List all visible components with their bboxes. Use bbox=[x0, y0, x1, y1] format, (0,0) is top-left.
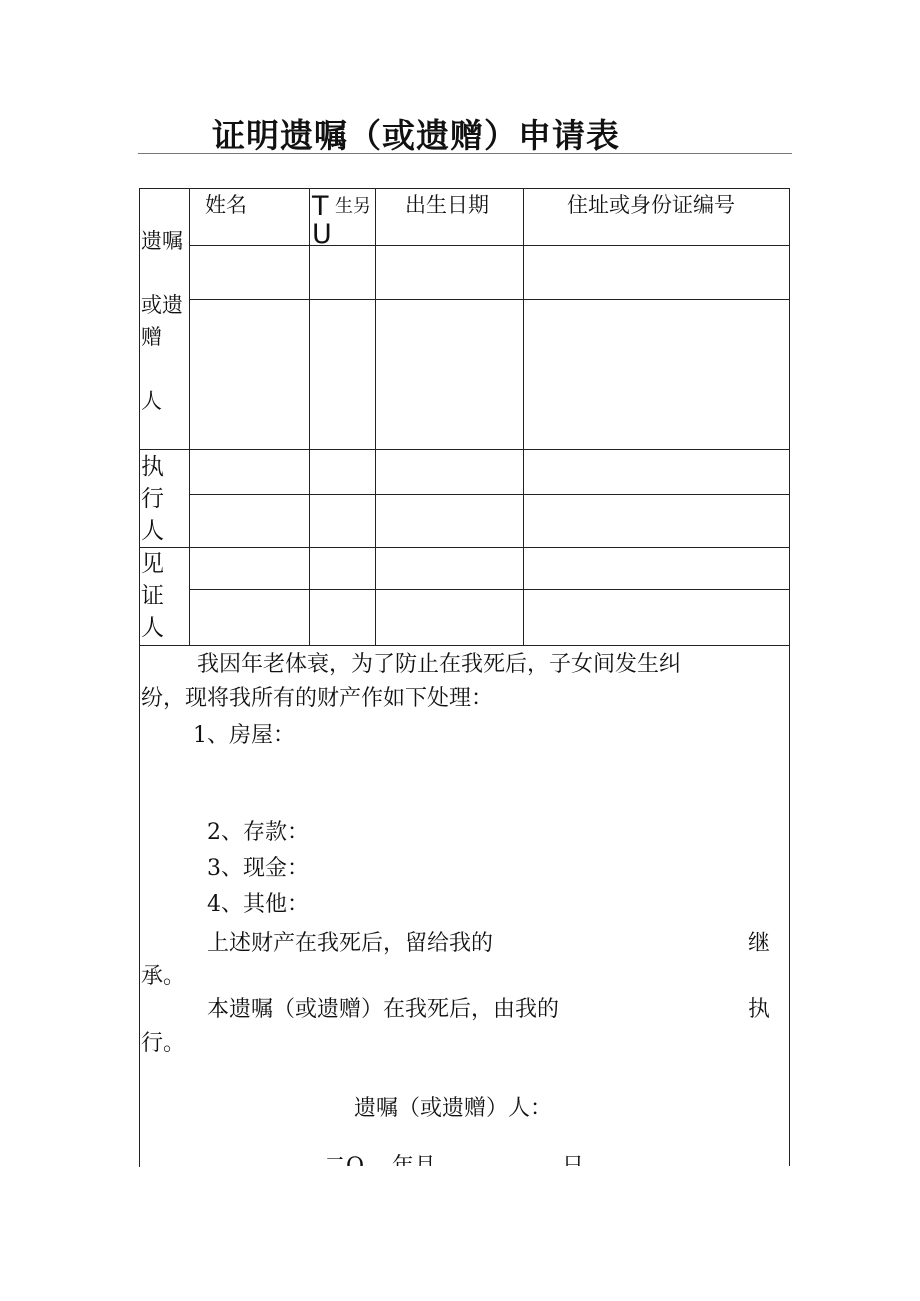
group-label-witness-3: 人 bbox=[141, 615, 164, 641]
group-label-testator-1: 遗嘱 bbox=[141, 229, 183, 253]
page-clip-mask bbox=[140, 1166, 791, 1206]
body-item-deposit: 2、存款： bbox=[207, 820, 309, 845]
signature-label: 遗嘱（或遗赠）人： bbox=[354, 1096, 553, 1121]
group-label-testator-4: 人 bbox=[141, 389, 162, 413]
header-gender: 生另 bbox=[335, 196, 371, 217]
body-item-other: 4、其他： bbox=[207, 892, 309, 917]
body-item-cash: 3、现金： bbox=[207, 856, 309, 881]
header-name: 姓名 bbox=[205, 193, 247, 217]
row-divider-executor-1 bbox=[189, 494, 790, 495]
body-para1-line2: 纷，现将我所有的财产作如下处理： bbox=[141, 686, 494, 711]
header-address-id: 住址或身份证编号 bbox=[567, 193, 735, 217]
group-label-witness-2: 证 bbox=[141, 583, 164, 609]
header-gender-glyph-bottom: U bbox=[312, 219, 332, 250]
page-title: 证明遗嘱（或遗赠）申请表 bbox=[212, 116, 620, 155]
col-divider-birth bbox=[523, 188, 524, 645]
col-divider-gender bbox=[375, 188, 376, 645]
body-execute-wrap: 行。 bbox=[141, 1031, 186, 1056]
group-label-executor-1: 执 bbox=[141, 454, 164, 480]
group-label-executor-2: 行 bbox=[141, 486, 164, 512]
body-inherit-start: 上述财产在我死后，留给我的 bbox=[207, 931, 494, 956]
row-divider-table-end bbox=[139, 645, 790, 646]
body-para1-line1: 我因年老体衰，为了防止在我死后，子女间发生纠 bbox=[197, 652, 682, 677]
col-divider-name bbox=[309, 188, 310, 645]
table-border-left bbox=[139, 188, 140, 1167]
table-border-right bbox=[789, 188, 790, 1167]
col-divider-label bbox=[189, 188, 190, 645]
header-gender-glyph-top: T bbox=[312, 191, 329, 222]
row-divider-header bbox=[189, 245, 790, 246]
table-border-top bbox=[139, 188, 790, 189]
row-divider-executor-end bbox=[139, 547, 790, 548]
header-birth-date: 出生日期 bbox=[405, 193, 489, 217]
body-inherit-end: 继 bbox=[748, 931, 771, 956]
row-divider-testator-end bbox=[139, 449, 790, 450]
body-execute-start: 本遗嘱（或遗赠）在我死后，由我的 bbox=[207, 997, 560, 1022]
body-inherit-wrap: 承。 bbox=[141, 964, 186, 989]
row-divider-testator-1 bbox=[189, 299, 790, 300]
group-label-witness-1: 见 bbox=[141, 551, 164, 577]
group-label-testator-3: 赠 bbox=[141, 325, 162, 349]
group-label-executor-3: 人 bbox=[141, 518, 164, 544]
group-label-testator-2: 或遗 bbox=[141, 293, 183, 317]
body-item-house: 1、房屋： bbox=[193, 723, 295, 748]
title-underline bbox=[138, 153, 792, 154]
application-form-table bbox=[139, 188, 790, 1167]
body-execute-end: 执 bbox=[748, 997, 771, 1022]
row-divider-witness-1 bbox=[189, 589, 790, 590]
